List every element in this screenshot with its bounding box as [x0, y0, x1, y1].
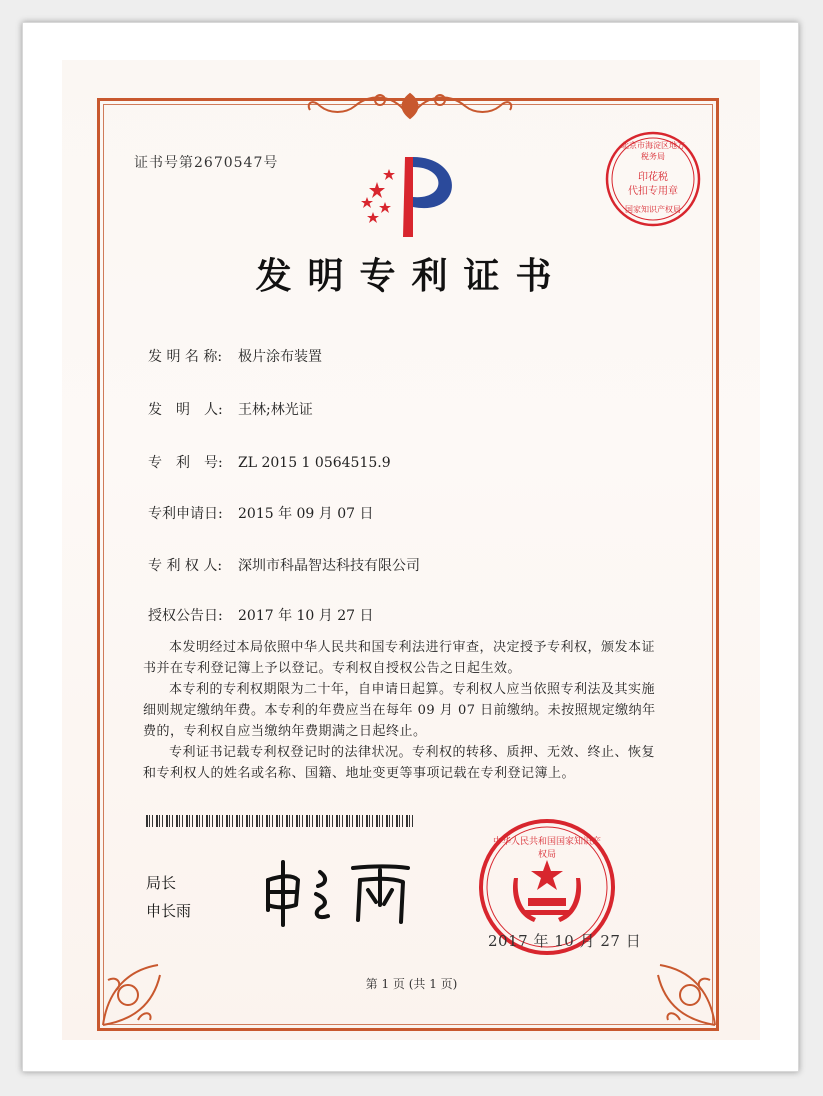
certificate-body	[143, 637, 663, 784]
field-label: 专 利 权 人:	[148, 558, 223, 574]
director-signature-icon	[258, 850, 418, 930]
page-number: 第 1 页 (共 1 页)	[365, 977, 458, 991]
tax-stamp-arc-text: 北京市海淀区地方税务局	[621, 141, 685, 161]
tax-stamp-text	[604, 130, 702, 228]
field-inventor	[148, 399, 313, 419]
field-patent-number	[148, 452, 391, 472]
field-label: 专 利 号:	[148, 455, 223, 471]
seal-date: 2017 年 10 月 27 日	[488, 932, 642, 950]
field-value: 深圳市科晶智达科技有限公司	[238, 558, 420, 574]
field-value: 王林;林光证	[238, 402, 313, 418]
director-name: 申长雨	[146, 902, 192, 920]
field-label: 发 明 人:	[148, 402, 223, 418]
field-value: 2017 年 10 月 27 日	[238, 608, 374, 624]
field-value: 极片涂布装置	[238, 349, 322, 365]
seal-arc-text: 中华人民共和国国家知识产权局	[492, 837, 601, 860]
field-label: 授权公告日:	[148, 608, 223, 624]
certificate-number: 证书号第2670547号	[134, 155, 279, 171]
director-title: 局长	[146, 874, 177, 892]
top-ornament-icon	[300, 88, 520, 122]
body-paragraph: 本专利的专利权期限为二十年，自申请日起算。专利权人应当依照专利法及其实施细则规定缴纳年费。本专利的年费应当在每年 09 月 07 日前缴纳。未按照规定缴纳年费的，专利权自应当缴纳年费期满之日起终止。	[143, 682, 656, 739]
field-grant-date	[148, 605, 374, 625]
field-value: ZL 2015 1 0564515.9	[238, 455, 391, 471]
field-invention-name	[148, 346, 322, 366]
tax-stamp-center-line-2: 代扣专用章	[628, 186, 678, 197]
body-paragraph: 专利证书记载专利权登记时的法律状况。专利权的转移、质押、无效、终止、恢复和专利权人的姓名或名称、国籍、地址变更等事项记载在专利登记簿上。	[143, 745, 656, 781]
field-label: 发 明 名 称:	[148, 349, 223, 365]
field-label: 专利申请日:	[148, 506, 223, 522]
certificate-title: 发明专利证书	[255, 255, 568, 297]
patent-office-logo-icon	[355, 152, 465, 242]
tax-stamp-center-line-1: 印花税	[638, 172, 668, 183]
field-value: 2015 年 09 月 07 日	[238, 506, 374, 522]
field-application-date	[148, 503, 374, 523]
body-paragraph: 本发明经过本局依照中华人民共和国专利法进行审查，决定授予专利权，颁发本证书并在专利登记簿上予以登记。专利权自授权公告之日起生效。	[143, 640, 656, 676]
tax-stamp-bottom-text: 国家知识产权局	[625, 205, 681, 214]
field-patentee	[148, 555, 420, 575]
barcode-icon	[146, 815, 416, 827]
